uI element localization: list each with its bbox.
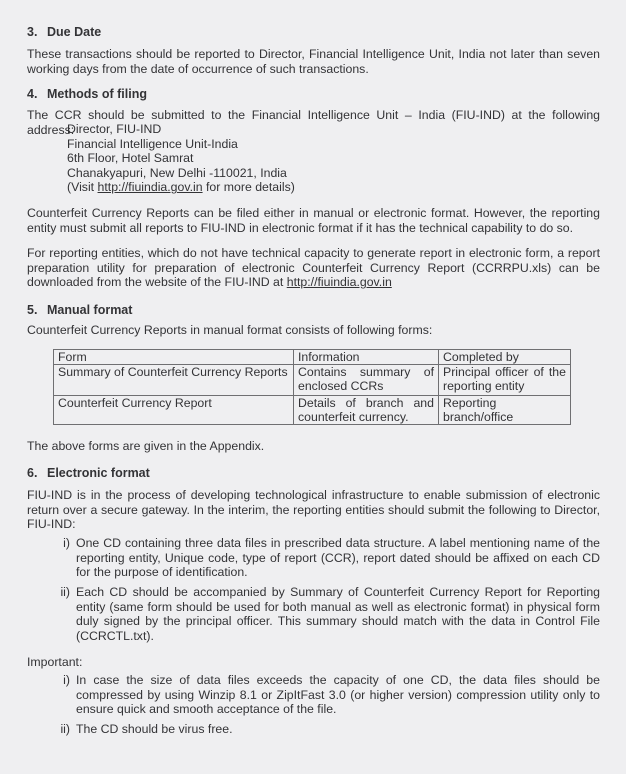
methods-intro: The CCR should be submitted to the Financial Intelligence Unit – India (FIU-IND) at the following address: — [27, 108, 600, 137]
electronic-intro: FIU-IND is in the process of developing technological infrastructure to enable submission of electronic return over a secure gateway. In the interim, the reporting entities should submit the following to Director, FIU-IND: — [27, 488, 600, 532]
table-row — [54, 365, 571, 396]
table-cell: Contains summary of enclosed CCRs — [294, 365, 439, 396]
list-item — [50, 536, 600, 580]
table-cell: Details of branch and counterfeit currency. — [294, 396, 439, 425]
list-item-text: One CD containing three data files in prescribed data structure. A label mentioning name of the reporting entity, Unique code, type of report (CCR), report dated should be affixed on each CD for the purpose of identification. — [76, 536, 600, 580]
heading-methods-of-filing — [27, 87, 147, 102]
fiu-website-link[interactable]: http://fiuindia.gov.in — [286, 275, 392, 290]
list-item — [50, 585, 600, 643]
list-item — [50, 673, 600, 717]
table-cell: Counterfeit Currency Report — [54, 396, 294, 425]
address-line: Director, FIU-IND — [67, 122, 162, 136]
section-number: 5. — [27, 303, 38, 317]
address-line: Chanakyapuri, New Delhi -110021, India — [67, 165, 287, 180]
address-block — [67, 122, 587, 195]
visit-prefix: (Visit — [67, 180, 98, 195]
table-header-cell: Form — [54, 350, 294, 365]
table-row — [54, 396, 571, 425]
visit-suffix: for more details) — [202, 180, 295, 195]
table-header-cell: Information — [294, 350, 439, 365]
utility-text: For reporting entities, which do not have technical capacity to generate report in electronic form, a report preparation utility for preparation of electronic Counterfeit Currency Report (CCRRPU.xls) can be downloaded from the website of the FIU-IND at — [27, 246, 600, 290]
table-cell: Summary of Counterfeit Currency Reports — [54, 365, 294, 396]
heading-electronic-format — [27, 466, 150, 481]
table-cell: Principal officer of the reporting entity — [439, 365, 571, 396]
heading-due-date — [27, 25, 101, 40]
section-number: 3. — [27, 25, 38, 39]
section-title: Electronic format — [47, 466, 150, 480]
address-line: Financial Intelligence Unit-India — [67, 136, 238, 151]
utility-paragraph — [27, 246, 600, 290]
list-item-text: Each CD should be accompanied by Summary of Counterfeit Currency Report for Reporting entity (same form should be used for both manual as well as electronic format) in physical form duly signed by the principal officer. This summary should match with the data in Control File (CCRCTL.txt). — [76, 585, 600, 643]
appendix-note: The above forms are given in the Appendix. — [27, 439, 265, 453]
section-title: Manual format — [47, 303, 133, 317]
visit-line — [67, 180, 587, 195]
list-marker: i) — [63, 536, 70, 550]
section-number: 4. — [27, 87, 38, 101]
address-line: 6th Floor, Hotel Samrat — [67, 151, 194, 166]
list-marker: ii) — [60, 585, 70, 599]
manual-intro: Counterfeit Currency Reports in manual format consists of following forms: — [27, 323, 433, 337]
table-cell: Reporting branch/office — [439, 396, 571, 425]
list-marker: i) — [63, 673, 70, 687]
filing-format-paragraph: Counterfeit Currency Reports can be filed either in manual or electronic format. However, the reporting entity must submit all reports to FIU-IND in electronic format if it has the technical capability to do so. — [27, 206, 600, 235]
important-label: Important: — [27, 655, 83, 669]
heading-manual-format — [27, 303, 132, 318]
due-date-paragraph: These transactions should be reported to Director, Financial Intelligence Unit, India not later than seven working days from the date of occurrence of such transactions. — [27, 47, 600, 76]
section-number: 6. — [27, 466, 38, 480]
list-marker: ii) — [60, 722, 70, 736]
table-header-row — [54, 350, 571, 365]
section-title: Methods of filing — [47, 87, 147, 101]
list-item-text: In case the size of data files exceeds the capacity of one CD, the data files should be compressed by using Winzip 8.1 or ZipItFast 3.0 (or higher version) compression utility only to ensure quick and smooth acceptance of the file. — [76, 673, 600, 717]
fiu-website-link[interactable]: http://fiuindia.gov.in — [97, 180, 203, 195]
list-item — [50, 722, 600, 737]
section-title: Due Date — [47, 25, 102, 39]
table-header-cell: Completed by — [439, 350, 571, 365]
list-item-text: The CD should be virus free. — [76, 722, 233, 736]
forms-table — [53, 349, 571, 425]
